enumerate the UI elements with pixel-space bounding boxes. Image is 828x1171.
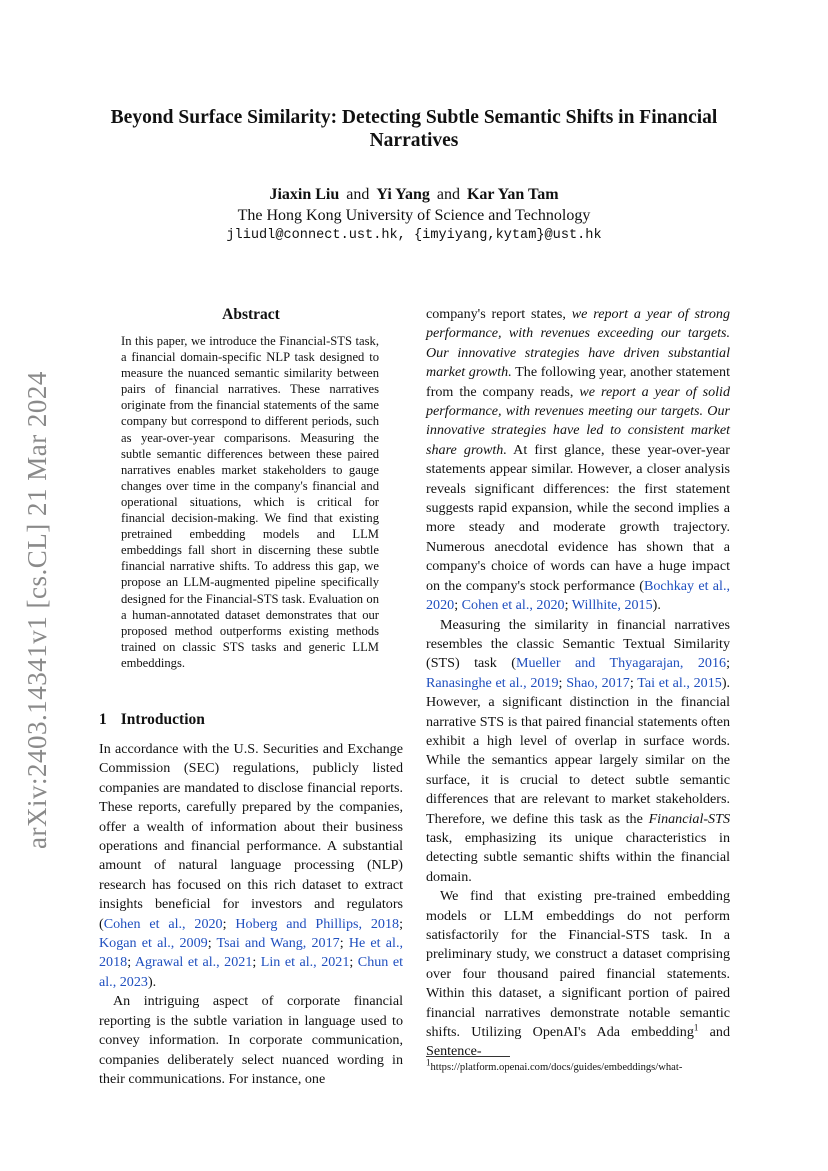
citation-link[interactable]: He et al., 2018	[99, 935, 403, 971]
author-separator: and	[436, 186, 460, 203]
footnote-url[interactable]: https://platform.openai.com/docs/guides/embeddings/what-	[430, 1062, 683, 1073]
citation-link[interactable]: Bochkay et al., 2020	[426, 577, 730, 614]
citation-link[interactable]: Cohen et al., 2020	[103, 915, 223, 932]
author-list	[90, 184, 738, 205]
text-run: Measuring the similarity in financial narratives resembles the classic Semantic Textual Similarity (STS) task (	[426, 616, 730, 672]
left-column	[99, 740, 403, 1089]
citation-link[interactable]: Shao, 2017	[566, 674, 630, 691]
text-run: In accordance with the U.S. Securities and Exchange Commission (SEC) regulations, publicly listed companies are mandated to disclose financial reports. These reports, carefully prepared by the companies, offer a wealth of information about their business operations and financial performance. A substantial amount of natural language processing (NLP) research has focused on this rich dataset to extract insights beneficial for investors and regulators (	[99, 741, 403, 932]
author-name: Yi Yang	[376, 186, 430, 203]
citation-link[interactable]: Mueller and Thyagarajan, 2016	[515, 655, 727, 672]
section-number: 1	[99, 711, 107, 728]
author-name: Jiaxin Liu	[269, 186, 340, 203]
citation-link[interactable]: Kogan et al., 2009	[99, 935, 208, 952]
citation-link[interactable]: Lin et al., 2021	[260, 954, 350, 971]
section-title: Introduction	[120, 711, 205, 728]
text-run: We find that existing pre-trained embedding models or LLM embeddings do not perform satisfactorily for the Financial-STS task. In a preliminary study, we construct a dataset comprising over four thousand paired financial statements. Within this dataset, a significant portion of paired financial narratives demonstrate notable semantic shifts. Utilizing OpenAI's Ada embedding	[426, 888, 730, 1041]
author-separator: and	[346, 186, 370, 203]
text-run: ).	[652, 597, 661, 614]
citation-link[interactable]: Hoberg and Phillips, 2018	[235, 915, 400, 932]
paragraph: In accordance with the U.S. Securities and Exchange Commission (SEC) regulations, publicly listed companies are mandated to disclose financial reports. These reports, carefully prepared by the companies, offer a wealth of information about their business operations and financial performance. A substantial amount of natural language processing (NLP) research has focused on this rich dataset to extract insights beneficial for investors and regulators (Cohen et al., 2020; Hoberg and Phillips, 2018; Kogan et al., 2009; Tsai and Wang, 2017; He et al., 2018; Agrawal et al., 2021; Lin et al., 2021; Chun et al., 2023).	[99, 741, 403, 990]
abstract-heading: Abstract	[222, 306, 280, 323]
paragraph: company's report states, we report a year of strong performance, with revenues exceeding our targets. Our innovative strategies have driven substantial market growth. The following year, another statement from the company reads, we report a year of solid performance, with revenues meeting our targets. Our innovative strategies have led to consistent market share growth. At first glance, these year-over-year statements appear similar. However, a closer analysis reveals significant differences: the first statement suggests rapid expansion, while the second implies a more steady and moderate growth trajectory. Numerous anecdotal evidence has shown that a company's choice of words can have a huge impact on the company's stock performance (Bochkay et al., 2020; Cohen et al., 2020; Willhite, 2015).	[426, 306, 730, 614]
text-run: company's report states,	[426, 306, 572, 322]
affiliation: The Hong Kong University of Science and Technology	[237, 207, 591, 224]
paper-title: Beyond Surface Similarity: Detecting Subtle Semantic Shifts in Financial Narratives	[110, 107, 718, 151]
text-run: At first glance, these year-over-year statements appear similar. However, a closer analysis reveals significant differences: the first statement suggests rapid expansion, while the second implies a more steady and moderate growth trajectory. Numerous anecdotal evidence has shown that a company's choice of words can have a huge impact on the company's stock performance (	[426, 441, 730, 594]
text-run: ). However, a significant distinction in the financial narrative STS is that paired financial statements often exhibit a high level of overlap in surface words. While the semantics appear largely similar on the surface, it is crucial to detect subtle semantic differences that are relevant to market stakeholders. Therefore, we define this task as the	[426, 674, 731, 827]
quoted-statement: we report a year of solid performance, with revenues meeting our targets. Our innovative strategies have led to consistent market share growth.	[426, 383, 730, 458]
citation-link[interactable]: Ranasinghe et al., 2019	[426, 674, 559, 691]
text-run: ).	[147, 973, 157, 990]
citation-link[interactable]: Cohen et al., 2020	[461, 597, 565, 614]
abstract-text: In this paper, we introduce the Financial-STS task, a financial domain-specific NLP task designed to measure the nuanced semantic similarity between pairs of financial narratives. These narratives originate from the financial statements of the same company but correspond to different periods, such as year-over-year comparisons. Measuring the subtle semantic differences between these paired narratives enables market stakeholders to gauge changes over time in the company's financial and operational situations, which is critical for financial decision-making. We find that existing pretrained embedding models and LLM embeddings fall short in discerning these subtle financial narrative shifts. To address this gap, we propose an LLM-augmented pipeline specifically designed for the Financial-STS task. Evaluation on a human-annotated dataset demonstrates that our proposed method outperforms existing methods trained on classic STS tasks and generic LLM embeddings.	[121, 334, 379, 670]
arxiv-identifier: arXiv:2403.14341v1 [cs.CL] 21 Mar 2024	[22, 371, 52, 849]
quoted-statement: we report a year of strong performance, with revenues exceeding our targets. Our innovative strategies have driven substantial market growth.	[426, 306, 730, 381]
right-column	[426, 305, 730, 1062]
citation-link[interactable]: Agrawal et al., 2021	[134, 954, 253, 971]
citation-link[interactable]: Tai et al., 2015	[637, 674, 722, 691]
text-run: task, emphasizing its unique characteristics in detecting subtle semantic shifts within the financial domain.	[426, 829, 730, 885]
section-heading	[99, 711, 205, 729]
footnote	[426, 1057, 746, 1075]
text-run: and Sentence-	[426, 1024, 731, 1060]
author-name: Kar Yan Tam	[466, 186, 559, 203]
citation-link[interactable]: Tsai and Wang, 2017	[216, 935, 340, 952]
paragraph	[426, 887, 730, 1062]
text-run: The following year, another statement from the company reads,	[426, 364, 730, 400]
paragraph: Measuring the similarity in financial narratives resembles the classic Semantic Textual Similarity (STS) task (Mueller and Thyagarajan, 2016; Ranasinghe et al., 2019; Shao, 2017; Tai et al., 2015). However, a significant distinction in the financial narrative STS is that paired financial statements often exhibit a high level of overlap in surface words. While the semantics appear largely similar on the surface, it is crucial to detect subtle semantic differences that are relevant to market stakeholders. Therefore, we define this task as the Financial-STS task, emphasizing its unique characteristics in detecting subtle semantic shifts within the financial domain.	[426, 616, 731, 885]
paragraph: An intriguing aspect of corporate financial reporting is the subtle variation in language used to convey information. In corporate communication, companies deliberately select nuanced wording in their communications. For instance, one	[99, 993, 403, 1087]
task-term: Financial-STS	[648, 810, 730, 827]
author-email: jliudl@connect.ust.hk, {imyiyang,kytam}@ust.hk	[226, 228, 602, 243]
citation-link[interactable]: Willhite, 2015	[571, 597, 653, 614]
footnote-mark[interactable]: 1	[693, 1022, 699, 1033]
citation-link[interactable]: Chun et al., 2023	[99, 954, 403, 990]
footnote-rule	[426, 1056, 510, 1057]
footnote-mark: 1	[426, 1057, 431, 1068]
